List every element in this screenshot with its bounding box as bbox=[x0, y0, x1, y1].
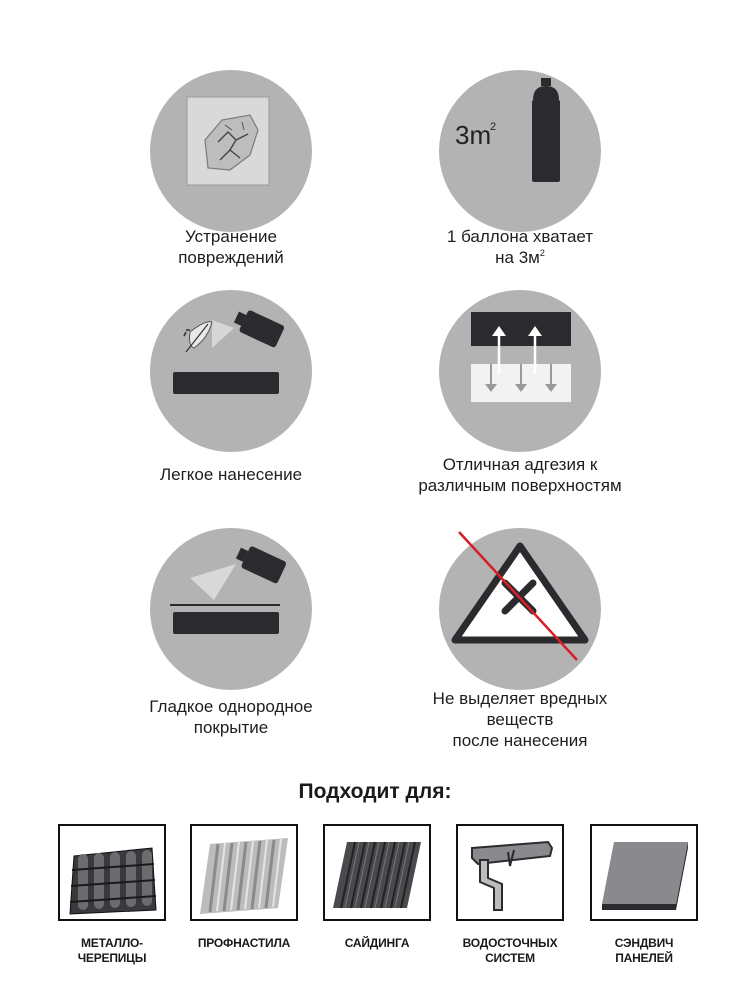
feature-non-toxic bbox=[370, 528, 670, 758]
tile-metal-tile bbox=[58, 824, 166, 921]
no-hazard-icon bbox=[439, 528, 601, 690]
sandwich-panel-icon bbox=[592, 826, 696, 919]
disc bbox=[150, 70, 312, 232]
tile-label: МЕТАЛЛО- ЧЕРЕПИЦЫ bbox=[77, 936, 147, 965]
coverage-icon-text: 3m bbox=[455, 120, 492, 150]
tile-gutter bbox=[456, 824, 564, 921]
corrugated-sheet-icon bbox=[192, 826, 296, 919]
tile-siding bbox=[323, 824, 431, 921]
feature-caption: Устранение повреждений bbox=[178, 227, 284, 267]
section-title: Подходит для: bbox=[298, 780, 452, 803]
disc bbox=[439, 290, 601, 452]
tile-corrugated-sheet bbox=[190, 824, 298, 921]
gutter-icon bbox=[458, 826, 562, 919]
feature-caption: Легкое нанесение bbox=[159, 465, 303, 484]
feature-damage-repair bbox=[81, 70, 381, 270]
feature-coverage bbox=[370, 70, 670, 270]
feature-smooth-coat bbox=[81, 528, 381, 748]
tile-label: СЭНДВИЧ ПАНЕЛЕЙ bbox=[614, 936, 674, 965]
spray-coat-icon bbox=[150, 528, 312, 690]
tile-sandwich-panel bbox=[590, 824, 698, 921]
cracked-surface-icon bbox=[150, 70, 312, 232]
siding-icon bbox=[325, 826, 429, 919]
coverage-icon-sup: 2 bbox=[490, 121, 497, 133]
disc bbox=[439, 528, 601, 690]
disc bbox=[150, 528, 312, 690]
metal-tile-icon bbox=[60, 826, 164, 919]
feature-easy-apply bbox=[81, 290, 381, 490]
disc bbox=[439, 70, 601, 232]
feature-caption: Гладкое однородное покрытие bbox=[149, 697, 313, 737]
spray-can-icon bbox=[439, 70, 601, 232]
disc bbox=[150, 290, 312, 452]
tile-label: ПРОФНАСТИЛА bbox=[197, 936, 291, 950]
adhesion-arrows-icon bbox=[439, 290, 601, 452]
feature-caption: Отличная адгезия к различным поверхностям bbox=[418, 455, 622, 495]
tile-label: САЙДИНГА bbox=[344, 936, 410, 950]
feature-caption: Не выделяет вредных веществ после нанесения bbox=[432, 689, 608, 750]
feature-adhesion bbox=[370, 290, 670, 495]
feature-caption: 1 баллона хватает на $3м^2$ bbox=[446, 227, 594, 267]
tile-label: ВОДОСТОЧНЫХ СИСТЕМ bbox=[462, 936, 558, 965]
feature-spray-icon bbox=[150, 290, 312, 452]
